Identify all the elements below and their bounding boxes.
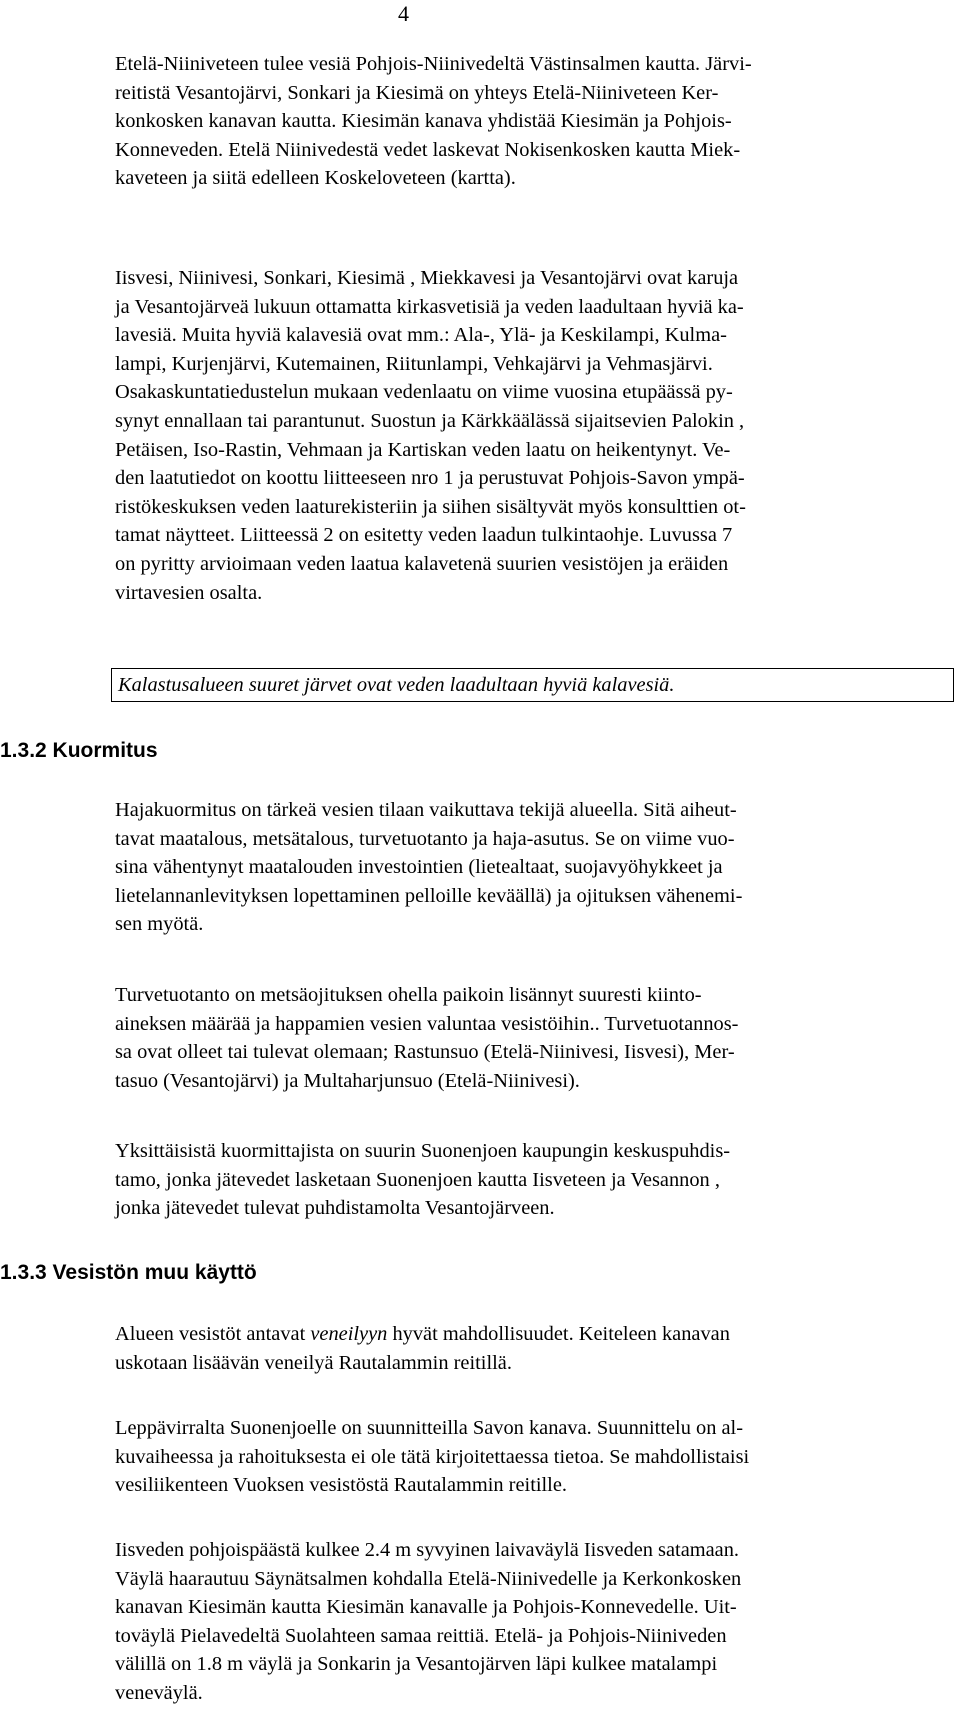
paragraph-diffuse-load: Hajakuormitus on tärkeä vesien tilaan vaikuttava tekijä alueella. Sitä aiheut- tavat maatalous, metsätalous, turvetuotanto ja haja-asutus. Se on viime vuo- sina vähentynyt maatalouden investointien (lietealtaat, suojavyöhykkeet ja lietelannanlevityksen lopettaminen pelloille keväällä) ja ojituksen vähenemi- sen myötä.	[115, 799, 743, 936]
boating-text-end: hyvät mahdollisuudet. Keiteleen kanavan uskotaan lisäävän veneilyä Rautalammin reitillä.	[115, 1323, 730, 1374]
paragraph-water-quality: Iisvesi, Niinivesi, Sonkari, Kiesimä , Miekkavesi ja Vesantojärvi ovat karuja ja Vesantojärveä lukuun ottamatta kirkasvetisiä ja veden laadultaan hyviä ka- lavesiä. Muita hyviä kalavesiä ovat mm.: Ala-, Ylä- ja Keskilampi, Kulma- lampi, Kurjenjärvi, Kutemainen, Riitunlampi, Vehkajärvi ja Vehmasjärvi. Osakaskuntatiedustelun mukaan vedenlaatu on viime vuosina etupäässä py- synyt ennallaan tai parantunut. Suostun ja Kärkkäälässä sijaitsevien Palokin , Petäisen, Iso-Rastin, Vehmaan ja Kartiskan veden laatu on heikentynyt. Ve- den laatutiedot on koottu liitteeseen nro 1 ja perustuvat Pohjois-Savon ympä- ristökeskuksen veden laaturekisteriin ja siihen sisältyvät myös konsulttien ot- tamat näytteet. Liitteessä 2 on esitetty veden laadun tulkintaohje. Luvussa 7 on pyritty arvioimaan veden laatua kalavetenä suurien vesistöjen ja eräiden virtavesien osalta.	[115, 267, 746, 604]
paragraph-boating	[115, 1320, 946, 1377]
paragraph-point-sources: Yksittäisistä kuormittajista on suurin Suonenjoen kaupungin keskuspuhdis- tamo, jonka jätevedet lasketaan Suonenjoen kautta Iisveteen ja Vesannon , jonka jätevedet tulevat puhdistamolta Vesantojärveen.	[115, 1140, 731, 1220]
paragraph-water-routes: Etelä-Niiniveteen tulee vesiä Pohjois-Niinivedeltä Västinsalmen kautta. Järvi- reitistä Vesantojärvi, Sonkari ja Kiesimä on yhteys Etelä-Niiniveteen Ker- konkosken kanavan kautta. Kiesimän kanava yhdistää Kiesimän ja Pohjois- Konneveden. Etelä Niinivedestä vedet laskevat Nokisenkosken kautta Miek- kaveteen ja siitä edelleen Koskeloveteen (kartta).	[115, 53, 752, 190]
boating-italic-word: veneilyyn	[310, 1323, 388, 1345]
paragraph-peat-production: Turvetuotanto on metsäojituksen ohella paikoin lisännyt suuresti kiinto- aineksen määrää ja happamien vesien valuntaa vesistöihin.. Turvetuotannos- sa ovat olleet tai tulevat olemaan; Rastunsuo (Etelä-Niinivesi, Iisvesi), Mer- tasuo (Vesantojärvi) ja Multaharjunsuo (Etelä-Niinivesi).	[115, 984, 739, 1092]
boating-text-start: Alueen vesistöt antavat	[115, 1323, 311, 1345]
boxed-summary: Kalastusalueen suuret järvet ovat veden laadultaan hyviä kalavesiä.	[111, 668, 954, 702]
section-heading-muu-kaytto: 1.3.3 Vesistön muu käyttö	[0, 1261, 257, 1284]
paragraph-savon-canal: Leppävirralta Suonenjoelle on suunnitteilla Savon kanava. Suunnittelu on al- kuvaiheessa ja rahoituksesta ei ole tätä kirjoitettaessa tietoa. Se mahdollistaisi vesiliikenteen Vuoksen vesistöstä Rautalammin reitille.	[115, 1417, 750, 1497]
section-heading-kuormitus: 1.3.2 Kuormitus	[0, 739, 158, 762]
paragraph-fairways: Iisveden pohjoispäästä kulkee 2.4 m syvyinen laivaväylä Iisveden satamaan. Väylä haarautuu Säynätsalmen kohdalla Etelä-Niinivedelle ja Kerkonkosken kanavan Kiesimän kautta Kiesimän kanavalle ja Pohjois-Konnevedelle. Uit- toväylä Pielavedeltä Suolahteen samaa reittiä. Etelä- ja Pohjois-Niiniveden välillä on 1.8 m väylä ja Sonkarin ja Vesantojärven läpi kulkee matalampi veneväylä.	[115, 1539, 742, 1704]
page-number: 4	[398, 1, 409, 26]
